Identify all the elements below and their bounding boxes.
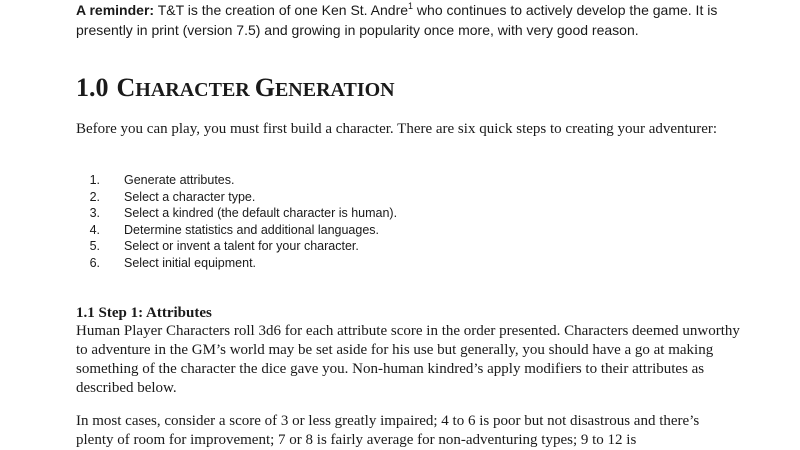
- section-heading: [76, 70, 395, 108]
- body-paragraph: In most cases, consider a score of 3 or less greatly impaired; 4 to 6 is poor but not disastrous and there’s plenty of room for improvement; 7 or 8 is fairly average for non-adventuring types; 9 to 12 is: [76, 413, 700, 448]
- list-item: [76, 255, 397, 272]
- body-paragraph: Human Player Characters roll 3d6 for each attribute score in the order presented. Characters deemed unworthy to adventure in the GM’s world may be set aside for his use but generally, you should have a go at making something of the character the dice gave you. Non-human kindred’s apply modifiers to their attributes as described below.: [76, 323, 740, 396]
- footnote-mark[interactable]: 1: [408, 1, 414, 11]
- reminder-paragraph: [76, 0, 756, 40]
- section-title-part: C: [116, 73, 136, 102]
- reminder-text-after: who continues to actively develop the game. It is presently in print (version 7.5) and growing in popularity once more, with very good reason.: [76, 2, 718, 38]
- step-text: Determine statistics and additional languages.: [124, 222, 380, 237]
- section-title-part: G: [254, 73, 275, 102]
- step-text: Select initial equipment.: [124, 255, 257, 270]
- list-item: [76, 172, 397, 189]
- step-number: 4.: [89, 222, 100, 237]
- step-number: 5.: [89, 239, 100, 254]
- subsection-heading: 1.1 Step 1: Attributes: [76, 305, 212, 321]
- reminder-lead: A reminder:: [76, 2, 155, 18]
- section-title-part: ENERATION: [274, 79, 395, 101]
- list-item: [76, 205, 397, 222]
- step-text: Select a kindred (the default character is human).: [124, 206, 398, 221]
- steps-list: [76, 172, 397, 272]
- reminder-text-before: T&T is the creation of one Ken St. Andre: [154, 2, 409, 18]
- step-text: Select or invent a talent for your character.: [124, 239, 359, 254]
- step-number: 6.: [89, 255, 100, 270]
- list-item: [76, 189, 397, 206]
- step-number: 2.: [89, 189, 100, 204]
- intro-paragraph: Before you can play, you must first build a character. There are six quick steps to creating your adventurer:: [76, 121, 718, 137]
- step-text: Generate attributes.: [124, 173, 235, 187]
- step-number: 3.: [89, 206, 100, 221]
- list-item: [76, 222, 397, 239]
- list-item: [76, 238, 397, 255]
- section-title-part: HARACTER: [135, 79, 255, 101]
- section-number: 1.0: [76, 73, 109, 102]
- step-number: 1.: [89, 173, 100, 187]
- step-text: Select a character type.: [124, 189, 256, 204]
